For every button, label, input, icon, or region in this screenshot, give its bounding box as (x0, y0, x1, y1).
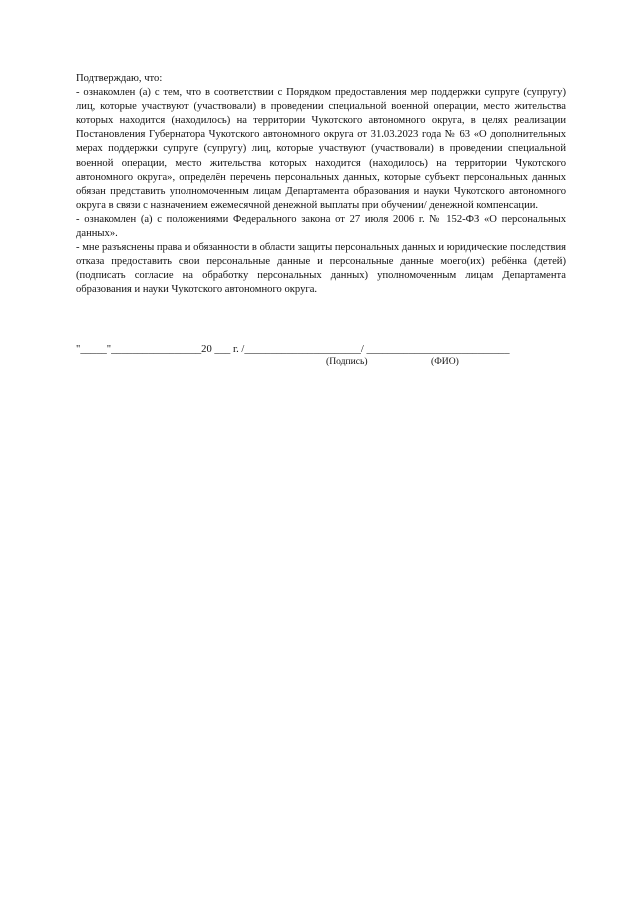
document-body (76, 72, 566, 298)
paragraph-rights: - мне разъяснены права и обязанности в области защиты персональных данных и юридические последствия отказа предоставить свои персональные данные и персональные данные моего(их) ребёнка (детей) (подписать согласие на обработку персональных данных) уполномоченным лицам Департамента образования и науки Чукотского автономного округа. (76, 242, 566, 296)
fio-label: (ФИО) (431, 356, 459, 367)
paragraph-federal-law: - ознакомлен (а) с положениями Федерального закона от 27 июля 2006 г. № 152-ФЗ «О персональных данных». (76, 213, 566, 240)
signature-label: (Подпись) (326, 356, 368, 367)
paragraph-procedure: - ознакомлен (а) с тем, что в соответствии с Порядком предоставления мер поддержки супруге (супругу) лиц, которые участвуют (участвовали) в проведении специальной военной операции, место жительства которых находится (находилось) на территории Чукотского автономного округа, в целях реализации Постановления Губернатора Чукотского автономного округа от 31.03.2023 года № 63 «О дополнительных мерах поддержки супруге (супругу) лиц, которые участвуют (участвовали) в проведении специальной военной операции, место жительства которых находится (находилось) на территории Чукотского автономного округа», определён перечень персональных данных, которые субъект персональных данных обязан представить уполномоченным лицам Департамента образования и науки Чукотского автономного округа в связи с назначением ежемесячной денежной выплаты при обучении/ денежной компенсации. (76, 87, 566, 211)
intro-line: Подтверждаю, что: (76, 73, 163, 84)
signature-date-line: "_____"_________________20 ___ г. /______________________/ ___________________________ (76, 344, 510, 355)
